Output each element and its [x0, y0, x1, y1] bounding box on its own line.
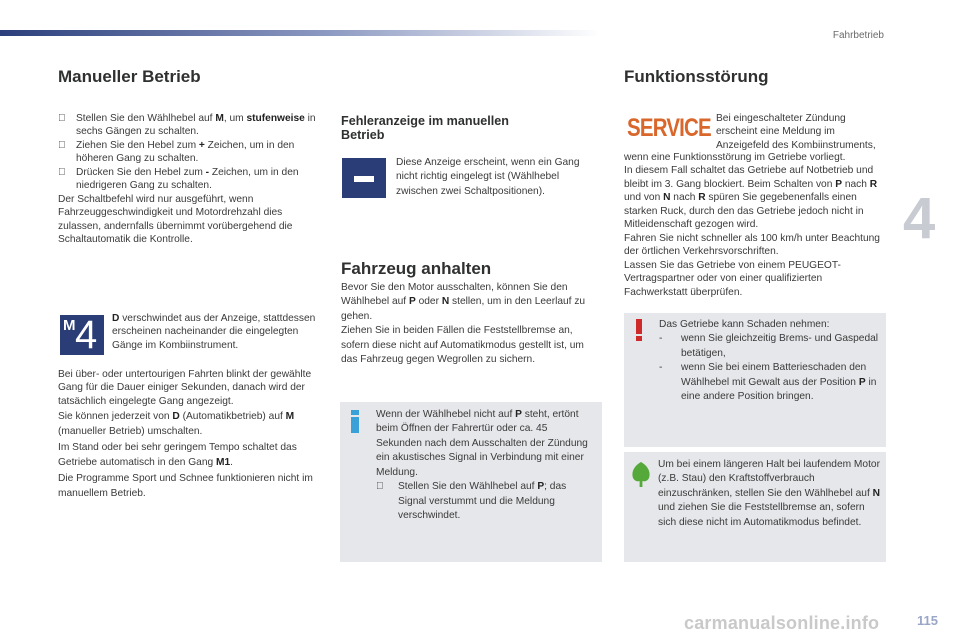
- chapter-number: 4: [903, 186, 936, 251]
- arrow-bullet-icon: [58, 139, 76, 166]
- minus-display-icon: [342, 158, 386, 198]
- parking-brake-text: Ziehen Sie in beiden Fällen die Feststellbremse an, sofern diese nicht auf Automatikmodus gestellt ist, um das Fahrzeug gegen Wegrollen zu sichern.: [341, 325, 584, 366]
- warning-exclamation-icon: [636, 319, 642, 341]
- info-icon: [351, 410, 359, 432]
- eco-leaf-icon: [627, 460, 655, 488]
- gear-number: 4: [75, 313, 98, 357]
- dash-item: - wenn Sie bei einem Batterieschaden den Wählhebel mit Gewalt aus der Position P in eine andere Position bringen.: [659, 362, 877, 403]
- info-box-text: Wenn der Wählhebel nicht auf P steht, ertönt beim Öffnen der Fahrertür oder ca. 45 Sekunden nach dem Ausschalten der Zündung ein akustisches Signal in Verbindung mit einer Meldung. Stellen Sie den Wählhebel auf P; das Signal verstummt und die Meldung verschwindet.: [376, 408, 596, 524]
- malfunction-text: wenn eine Funktionsstörung im Getriebe vorliegt. In diesem Fall schaltet das Getriebe auf Notbetrieb und bleibt im 3. Gang blockiert. Beim Schalten von P nach R und von N nach R spüren Sie gegebenenfalls einen starken Ruck, durch den das Getriebe jedoch nicht in Mitleidenschaft gezogen wird. Fahren Sie nicht schneller als 100 km/h unter Beachtung der örtlichen Verkehrsvorschriften. Lassen Sie das Getriebe von einem PEUGEOT-Vertragspartner oder von einer qualifizierten Fachwerkstatt überprüfen.: [624, 152, 880, 298]
- rpm-warning-text: Bei über- oder untertourigen Fahrten blinkt der gewählte Gang für die Dauer einiger Sekunden, danach wird der tatsächlich eingelegte Gang angezeigt.: [58, 369, 312, 407]
- manual-mode-instructions: [58, 112, 320, 247]
- manual-mode-notes: [58, 368, 320, 501]
- error-display-title: Fehleranzeige im manuellen Betrieb: [341, 114, 509, 143]
- service-warning-icon: SERVICE: [627, 114, 711, 142]
- gear-mode-letter: M: [63, 317, 76, 334]
- neutral-text: Bevor Sie den Motor ausschalten, können Sie den Wählhebel auf P oder N stellen, um in den Leerlauf zu gehen.: [341, 282, 586, 322]
- arrow-bullet-icon: [58, 112, 76, 139]
- header-gradient-bar: [0, 30, 600, 36]
- bullet-item: Ziehen Sie den Hebel zum + Zeichen, um in den höheren Gang zu schalten.: [58, 139, 320, 166]
- sport-snow-text: Die Programme Sport und Schnee funktionieren nicht im manuellem Betrieb.: [58, 473, 313, 499]
- manual-mode-title: Manueller Betrieb: [58, 67, 201, 86]
- arrow-bullet-icon: [58, 166, 76, 193]
- warning-box-text: Das Getriebe kann Schaden nehmen: - wenn Sie gleichzeitig Brems- und Gaspedal betätigen, - wenn Sie bei einem Batterieschaden den Wählhebel mit Gewalt aus der Position P in eine andere Position bringen.: [659, 318, 881, 405]
- malfunction-title: Funktionsstörung: [624, 67, 769, 86]
- eco-tip-text: Um bei einem längeren Halt bei laufendem Motor (z.B. Stau) den Kraftstoffverbrauch einzuschränken, stellen Sie den Wählhebel auf N und ziehen Sie die Feststellbremse an, sofern sich diese nicht im Automatikmodus befindet.: [658, 459, 880, 528]
- arrow-bullet-icon: [376, 480, 398, 523]
- switch-mode-text: Sie können jederzeit von D (Automatikbetrieb) auf M (manueller Betrieb) umschalten.: [58, 411, 295, 437]
- bullet-item: Stellen Sie den Wählhebel auf M, um stufenweise in sechs Gängen zu schalten.: [58, 112, 320, 139]
- bullet-item: Drücken Sie den Hebel zum - Zeichen, um in den niedrigeren Gang zu schalten.: [58, 166, 320, 193]
- error-display-text: Diese Anzeige erscheint, wenn ein Gang nicht richtig eingelegt ist (Wählhebel zwischen zwei Schaltpositionen).: [396, 157, 580, 197]
- service-message-text: Bei eingeschalteter Zündung erscheint eine Meldung im Anzeigefeld des Kombiinstruments,: [716, 113, 876, 151]
- section-label: Fahrbetrieb: [832, 30, 884, 41]
- page-number: 115: [917, 613, 938, 628]
- dash-item: - wenn Sie gleichzeitig Brems- und Gaspedal betätigen,: [659, 333, 879, 359]
- gear-display-icon: [60, 315, 104, 355]
- gear-display-text: D verschwindet aus der Anzeige, stattdessen erscheinen nacheinander die eingelegten Gänge im Kombiinstrument.: [112, 313, 316, 351]
- shift-condition-text: Der Schaltbefehl wird nur ausgeführt, wenn Fahrzeuggeschwindigkeit und Motordrehzahl dies zulassen, andernfalls übernimmt vorübergehend die Schaltautomatik die Kontrolle.: [58, 193, 293, 246]
- stop-vehicle-title: Fahrzeug anhalten: [341, 259, 492, 278]
- watermark: carmanualsonline.info: [684, 613, 880, 633]
- stop-vehicle-text: [341, 281, 603, 368]
- auto-m1-text: Im Stand oder bei sehr geringem Tempo schaltet das Getriebe automatisch in den Gang M1.: [58, 442, 297, 468]
- bullet-item: Stellen Sie den Wählhebel auf P; das Signal verstummt und die Meldung verschwindet.: [376, 480, 596, 523]
